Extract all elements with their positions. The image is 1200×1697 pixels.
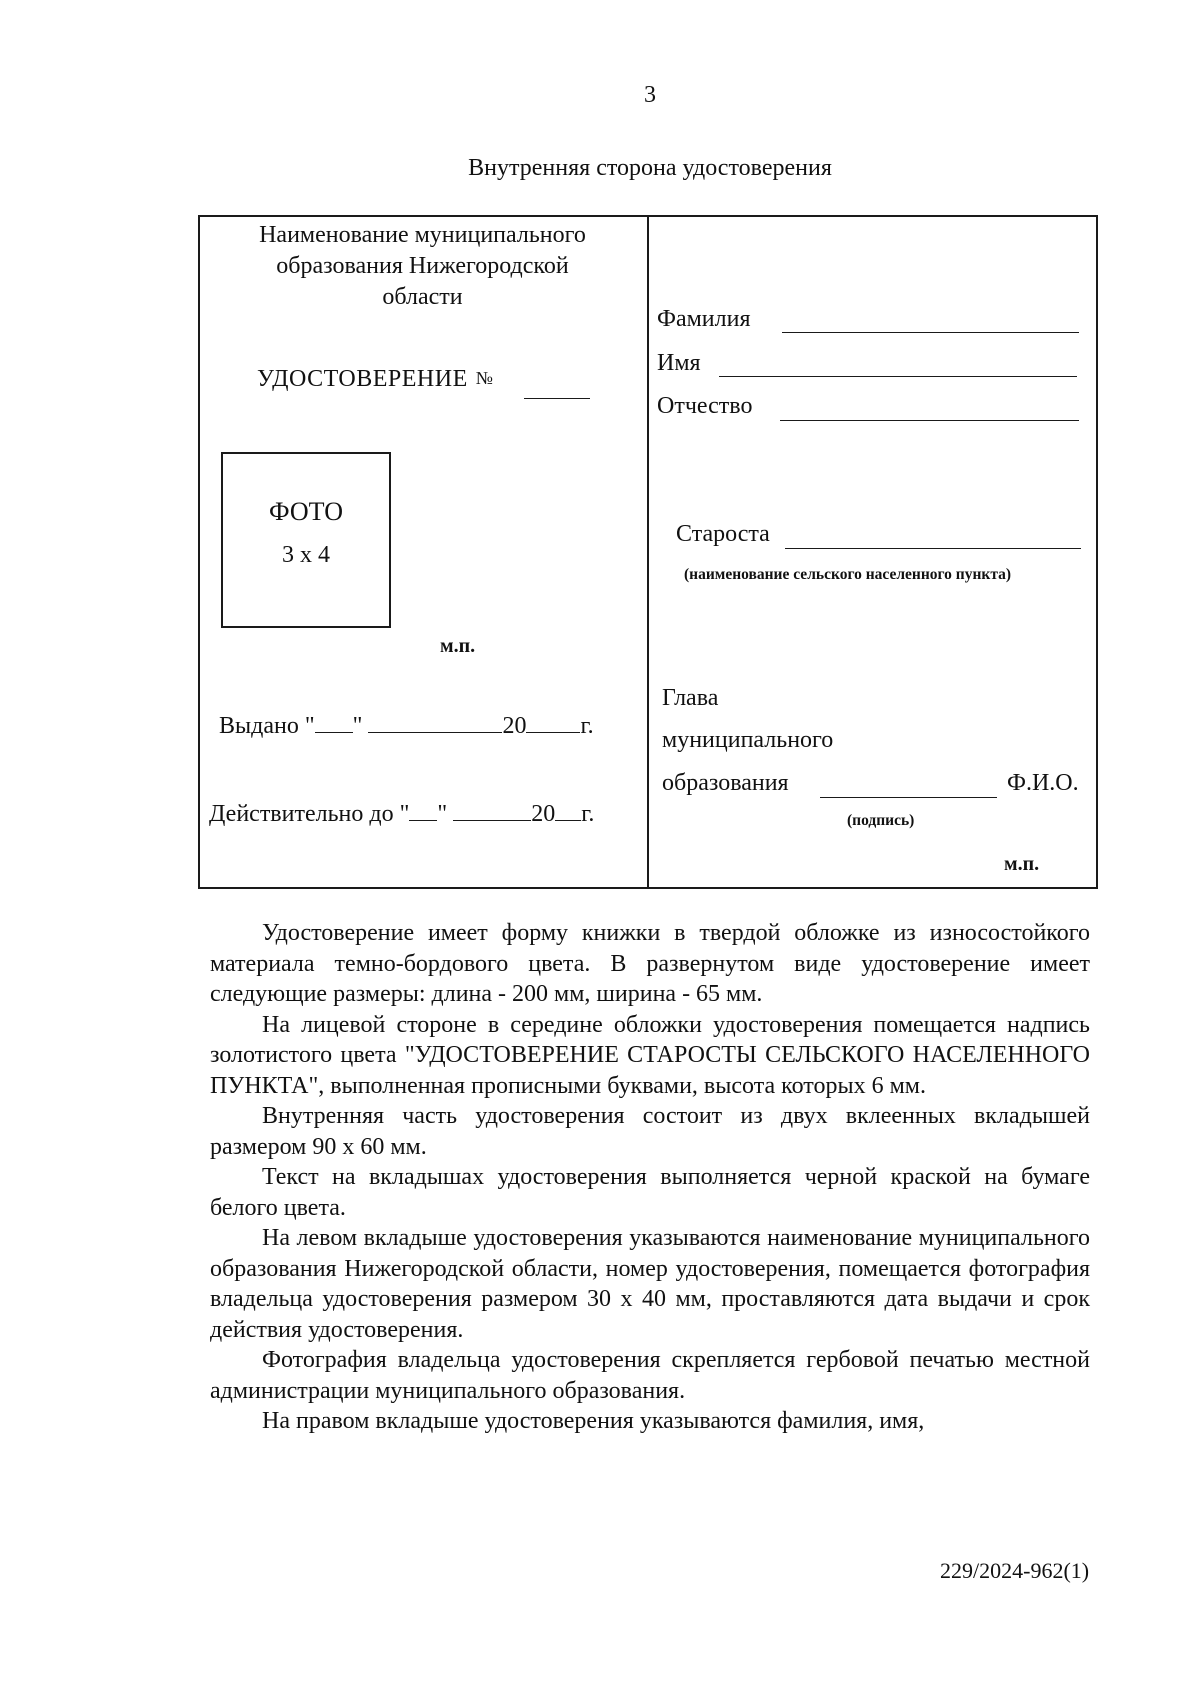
year-blank bbox=[526, 712, 580, 733]
surname-line bbox=[782, 332, 1079, 333]
municipality-line: области bbox=[382, 284, 463, 310]
name-label: Имя bbox=[657, 350, 701, 376]
patronymic-label: Отчество bbox=[657, 393, 753, 419]
municipality-name bbox=[210, 220, 635, 313]
fio-label: Ф.И.О. bbox=[1007, 770, 1079, 796]
patronymic-line bbox=[780, 420, 1079, 421]
number-sign: № bbox=[475, 368, 494, 388]
signature-caption: (подпись) bbox=[847, 812, 915, 829]
paragraph: Текст на вкладышах удостоверения выполняется черной краской на бумаге белого цвета. bbox=[210, 1164, 1090, 1221]
issued-label: Выдано bbox=[219, 713, 299, 739]
photo-size: 3 х 4 bbox=[282, 542, 330, 568]
body-text bbox=[210, 918, 1090, 1437]
section-title: Внутренняя сторона удостоверения bbox=[468, 155, 832, 181]
municipality-line: образования Нижегородской bbox=[276, 253, 569, 279]
headman-caption: (наименование сельского населенного пункта) bbox=[684, 566, 1012, 583]
headman-label: Староста bbox=[676, 521, 770, 547]
paragraph: Внутренняя часть удостоверения состоит из двух вклеенных вкладышей размером 90 х 60 мм. bbox=[210, 1103, 1090, 1160]
certificate-number-line bbox=[524, 398, 590, 399]
paragraph: На правом вкладыше удостоверения указываются фамилия, имя, bbox=[262, 1408, 925, 1434]
headman-line bbox=[785, 548, 1081, 549]
valid-label: Действительно до bbox=[209, 801, 394, 827]
certificate-title bbox=[257, 366, 493, 393]
month-blank bbox=[453, 800, 531, 821]
photo-label: ФОТО bbox=[269, 497, 343, 526]
issued-date-line: Выдано " " 20 г. bbox=[219, 713, 594, 739]
head-label-line3: образования bbox=[662, 770, 789, 796]
year-suffix: г. bbox=[581, 801, 595, 827]
paragraph: Удостоверение имеет форму книжки в твердой обложке из износостойкого материала темно-бордового цвета. В развернутом виде удостоверение имеет следующие размеры: длина - 200 мм, ширина - 65 мм. bbox=[210, 920, 1090, 1007]
certificate-label: УДОСТОВЕРЕНИЕ bbox=[257, 366, 468, 392]
certificate-divider bbox=[647, 215, 649, 889]
day-blank bbox=[409, 800, 437, 821]
surname-label: Фамилия bbox=[657, 306, 751, 332]
municipality-line: Наименование муниципального bbox=[259, 222, 586, 248]
paragraph: Фотография владельца удостоверения скрепляется гербовой печатью местной администрации муниципального образования. bbox=[210, 1347, 1090, 1404]
day-blank bbox=[315, 712, 353, 733]
year-prefix: 20 bbox=[502, 713, 527, 739]
name-line bbox=[719, 376, 1077, 377]
valid-until-line: Действительно до " " 20 г. bbox=[209, 801, 595, 827]
seal-mark-left: м.п. bbox=[440, 635, 476, 657]
month-blank bbox=[368, 712, 502, 733]
head-label-line2: муниципального bbox=[662, 727, 834, 753]
document-code: 229/2024-962(1) bbox=[940, 1558, 1090, 1583]
year-suffix: г. bbox=[580, 713, 594, 739]
photo-placeholder bbox=[221, 452, 391, 628]
seal-mark-right: м.п. bbox=[1004, 853, 1040, 875]
year-prefix: 20 bbox=[531, 801, 556, 827]
head-label-line1: Глава bbox=[662, 685, 719, 711]
paragraph: На лицевой стороне в середине обложки удостоверения помещается надпись золотистого цвета "УДОСТОВЕРЕНИЕ СТАРОСТЫ СЕЛЬСКОГО НАСЕЛЕННОГО ПУНКТА", выполненная прописными буквами, высота которых 6 мм. bbox=[210, 1011, 1090, 1099]
year-blank bbox=[555, 800, 581, 821]
signature-line bbox=[820, 797, 997, 798]
paragraph: На левом вкладыше удостоверения указываются наименование муниципального образования Нижегородской области, номер удостоверения, помещается фотография владельца удостоверения размером 30 х 40 мм, проставляются дата выдачи и срок действия удостоверения. bbox=[210, 1225, 1090, 1343]
page-number: 3 bbox=[644, 82, 656, 108]
